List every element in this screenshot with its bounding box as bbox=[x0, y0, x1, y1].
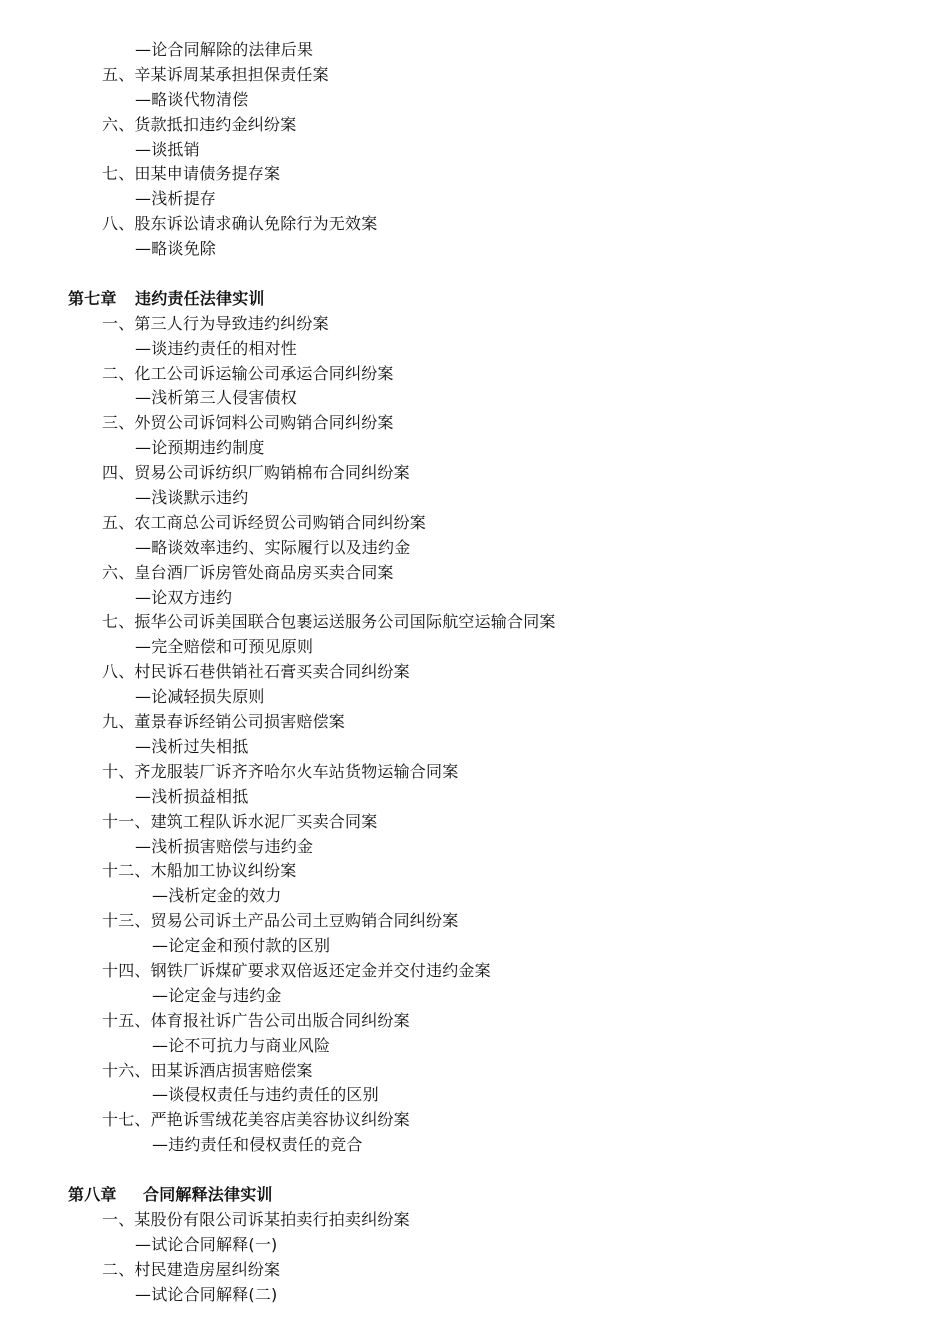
chapter-number: 第七章 bbox=[68, 288, 117, 308]
toc-subtitle: —略谈代物清偿 bbox=[135, 89, 249, 109]
toc-case-entry: 八、股东诉讼请求确认免除行为无效案 bbox=[102, 214, 378, 234]
toc-subtitle: —浅析提存 bbox=[135, 189, 217, 209]
toc-case-entry: 十四、钢铁厂诉煤矿要求双倍返还定金并交付违约金案 bbox=[102, 960, 491, 980]
toc-case-entry: 十一、建筑工程队诉水泥厂买卖合同案 bbox=[102, 811, 378, 831]
toc-case-entry: 二、化工公司诉运输公司承运合同纠纷案 bbox=[102, 363, 394, 383]
toc-case-entry: 十、齐龙服装厂诉齐齐哈尔火车站货物运输合同案 bbox=[102, 761, 459, 781]
toc-case-entry: 十五、体育报社诉广告公司出版合同纠纷案 bbox=[102, 1010, 410, 1030]
chapter-heading-8 bbox=[0, 1183, 950, 1208]
toc-case-entry: 一、某股份有限公司诉某拍卖行拍卖纠纷案 bbox=[102, 1209, 410, 1229]
toc-case-entry: 六、货款抵扣违约金纠纷案 bbox=[102, 114, 297, 134]
toc-subtitle: —浅谈默示违约 bbox=[135, 488, 249, 508]
toc-subtitle: —论不可抗力与商业风险 bbox=[152, 1035, 331, 1055]
toc-subtitle: —违约责任和侵权责任的竞合 bbox=[152, 1135, 363, 1155]
toc-case-entry: 一、第三人行为导致违约纠纷案 bbox=[102, 313, 329, 333]
toc-subtitle: —浅析定金的效力 bbox=[152, 886, 282, 906]
toc-subtitle: —略谈免除 bbox=[135, 239, 217, 259]
chapter-heading-7 bbox=[0, 287, 950, 312]
toc-subtitle: —试论合同解释(二) bbox=[135, 1284, 278, 1304]
toc-case-entry: 四、贸易公司诉纺织厂购销棉布合同纠纷案 bbox=[102, 463, 410, 483]
toc-subtitle: —论定金与违约金 bbox=[152, 985, 282, 1005]
toc-case-entry: 十七、严艳诉雪绒花美容店美容协议纠纷案 bbox=[102, 1110, 410, 1130]
toc-subtitle: —论合同解除的法律后果 bbox=[135, 40, 314, 59]
toc-subtitle: —论减轻损失原则 bbox=[135, 687, 265, 707]
toc-case-entry: 二、村民建造房屋纠纷案 bbox=[102, 1259, 281, 1279]
chapter-number: 第八章 bbox=[68, 1184, 117, 1204]
toc-subtitle: —谈抵销 bbox=[135, 139, 200, 159]
toc-subtitle: —论定金和预付款的区别 bbox=[152, 936, 331, 956]
toc-subtitle: —论双方违约 bbox=[135, 587, 233, 607]
toc-case-entry: 十三、贸易公司诉土产品公司土豆购销合同纠纷案 bbox=[102, 911, 459, 931]
toc-case-entry: 九、董景春诉经销公司损害赔偿案 bbox=[102, 712, 346, 732]
toc-case-entry: 三、外贸公司诉饲料公司购销合同纠纷案 bbox=[102, 413, 394, 433]
toc-subtitle: —浅析损益相抵 bbox=[135, 786, 249, 806]
toc-case-entry: 五、农工商总公司诉经贸公司购销合同纠纷案 bbox=[102, 512, 427, 532]
toc-subtitle: —略谈效率违约、实际履行以及违约金 bbox=[135, 537, 411, 557]
toc-case-entry: 六、皇台酒厂诉房管处商品房买卖合同案 bbox=[102, 562, 394, 582]
toc-subtitle: —浅析第三人侵害债权 bbox=[135, 388, 298, 408]
table-of-contents bbox=[0, 38, 950, 1307]
toc-subtitle: —完全赔偿和可预见原则 bbox=[135, 637, 314, 657]
toc-case-entry: 五、辛某诉周某承担担保责任案 bbox=[102, 64, 329, 84]
toc-case-entry: 七、振华公司诉美国联合包裹运送服务公司国际航空运输合同案 bbox=[102, 612, 556, 632]
toc-case-entry: 十二、木船加工协议纠纷案 bbox=[102, 861, 297, 881]
toc-case-entry: 七、田某申请债务提存案 bbox=[102, 164, 281, 184]
chapter-title: 合同解释法律实训 bbox=[143, 1184, 273, 1204]
toc-subtitle: —论预期违约制度 bbox=[135, 438, 265, 458]
toc-subtitle: —浅析过失相抵 bbox=[135, 736, 249, 756]
toc-subtitle: —试论合同解释(一) bbox=[135, 1234, 278, 1254]
toc-case-entry: 八、村民诉石巷供销社石膏买卖合同纠纷案 bbox=[102, 662, 410, 682]
chapter-title: 违约责任法律实训 bbox=[135, 288, 265, 308]
section-gap bbox=[0, 1158, 950, 1183]
toc-subtitle: —浅析损害赔偿与违约金 bbox=[135, 836, 314, 856]
toc-subtitle: —谈违约责任的相对性 bbox=[135, 338, 298, 358]
toc-subtitle: —谈侵权责任与违约责任的区别 bbox=[152, 1085, 379, 1105]
toc-case-entry: 十六、田某诉酒店损害赔偿案 bbox=[102, 1060, 313, 1080]
section-gap bbox=[0, 262, 950, 287]
